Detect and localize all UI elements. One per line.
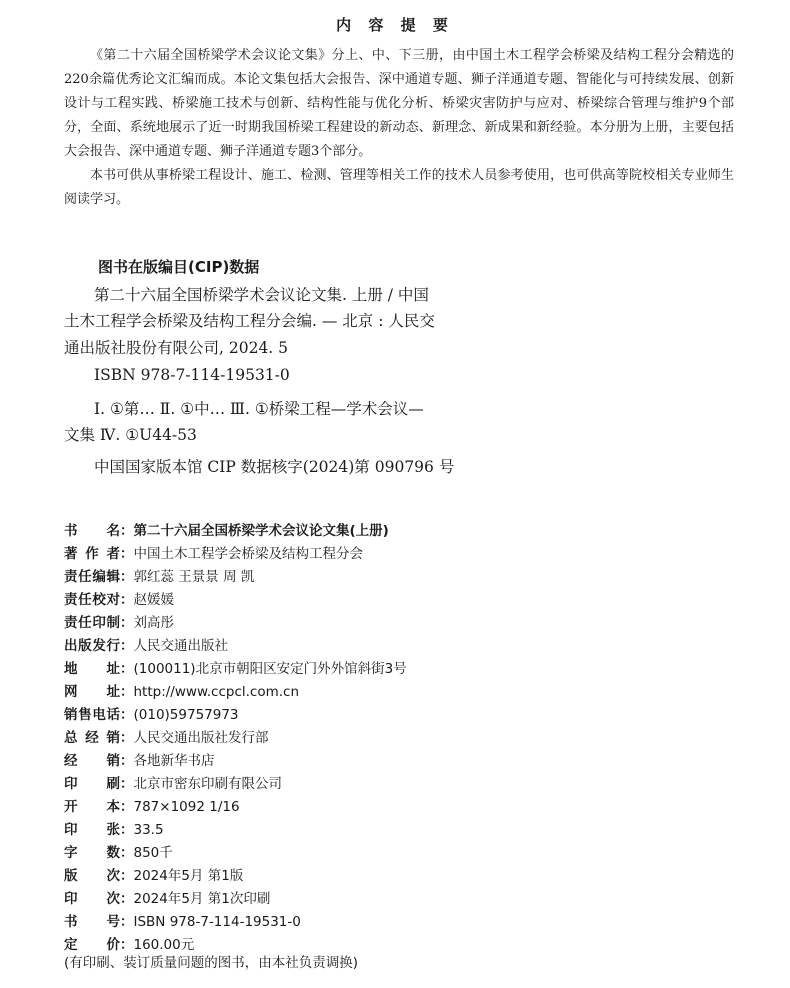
- info-row-isbn: 书号：ISBN 978-7-114-19531-0: [64, 914, 301, 930]
- info-row-print-manager: 责任印制：刘高彤: [64, 615, 174, 631]
- info-row-editors: 责任编辑：郭红蕊 王景景 周 凯: [64, 569, 255, 585]
- info-row-format: 开本：787×1092 1/16: [64, 799, 240, 815]
- cip-line: ISBN 978-7-114-19531-0: [94, 366, 290, 384]
- info-row-price: 定价：160.00元: [64, 937, 195, 953]
- abstract-title: 内 容 提 要: [336, 16, 454, 34]
- info-row-proofreader: 责任校对：赵媛媛: [64, 592, 174, 608]
- info-row-retailer: 经销：各地新华书店: [64, 753, 215, 769]
- info-row-publisher: 出版发行：人民交通出版社: [64, 638, 228, 654]
- cip-line: Ⅰ. ①第… Ⅱ. ①中… Ⅲ. ①桥梁工程—学术会议—: [94, 400, 424, 418]
- info-row-printer: 印刷：北京市密东印刷有限公司: [64, 776, 282, 792]
- cip-line: 第二十六届全国桥梁学术会议论文集. 上册 / 中国: [94, 286, 429, 304]
- quality-note: (有印刷、装订质量问题的图书，由本社负责调换): [64, 955, 359, 971]
- info-row-printing: 印次：2024年5月 第1次印刷: [64, 891, 271, 907]
- cip-line: 文集 Ⅳ. ①U44-53: [64, 426, 197, 444]
- cip-line: 中国国家版本馆 CIP 数据核字(2024)第 090796 号: [94, 458, 455, 476]
- info-row-sheets: 印张：33.5: [64, 822, 164, 838]
- cip-line: 土木工程学会桥梁及结构工程分会编. — 北京 : 人民交: [64, 312, 435, 330]
- cip-title: 图书在版编目(CIP)数据: [98, 258, 260, 276]
- info-row-author: 著作者：中国土木工程学会桥梁及结构工程分会: [64, 546, 363, 562]
- abstract-paragraph-1: 《第二十六届全国桥梁学术会议论文集》分上、中、下三册，由中国土木工程学会桥梁及结构工程分会精选的220余篇优秀论文汇编而成。本论文集包括大会报告、深中通道专题、狮子洋通道专题、智能化与可持续发展、创新设计与工程实践、桥梁施工技术与创新、结构性能与优化分析、桥梁灾害防护与应对、桥梁综合管理与维护9个部分，全面、系统地展示了近一时期我国桥梁工程建设的新动态、新理念、新成果和新经验。本分册为上册，主要包括大会报告、深中通道专题、狮子洋通道专题3个部分。: [64, 48, 734, 159]
- info-row-word-count: 字数：850千: [64, 845, 173, 861]
- info-row-edition: 版次：2024年5月 第1版: [64, 868, 244, 884]
- abstract-paragraph-2: 本书可供从事桥梁工程设计、施工、检测、管理等相关工作的技术人员参考使用，也可供高等院校相关专业师生阅读学习。: [64, 168, 734, 207]
- info-row-website: 网址：http://www.ccpcl.com.cn: [64, 684, 300, 700]
- info-row-sales-phone: 销售电话：(010)59757973: [64, 707, 239, 723]
- cip-line: 通出版社股份有限公司, 2024. 5: [64, 339, 289, 357]
- info-row-title: 书名：第二十六届全国桥梁学术会议论文集(上册): [64, 523, 389, 539]
- info-row-address: 地址：(100011)北京市朝阳区安定门外外馆斜街3号: [64, 661, 407, 677]
- info-row-distributor: 总经销：人民交通出版社发行部: [64, 730, 269, 746]
